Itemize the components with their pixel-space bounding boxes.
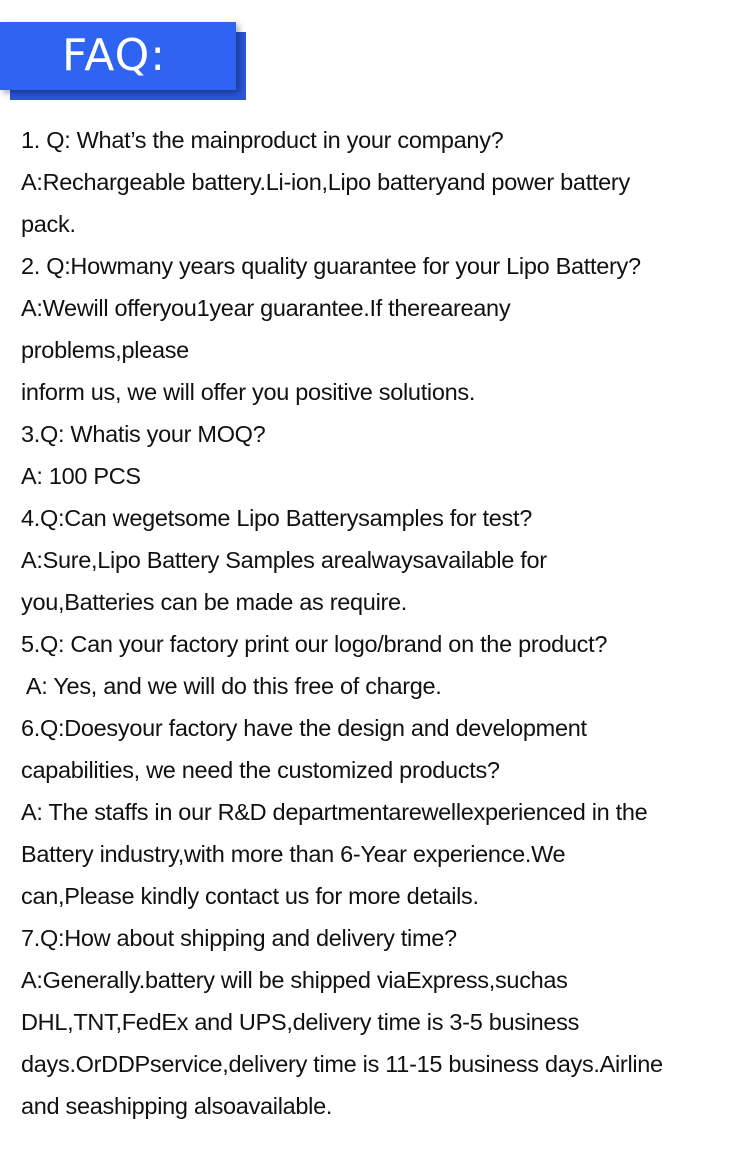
faq-line: A:Generally.battery will be shipped viaExpress,suchas <box>21 967 568 993</box>
faq-line: 3.Q: Whatis your MOQ? <box>21 421 266 447</box>
faq-line: A: 100 PCS <box>21 463 141 489</box>
faq-line: 6.Q:Doesyour factory have the design and development <box>21 715 587 741</box>
faq-line: A: Yes, and we will do this free of charge. <box>21 673 442 699</box>
faq-banner <box>0 22 248 100</box>
faq-line: Battery industry,with more than 6-Year experience.We <box>21 841 566 867</box>
faq-line: problems,please <box>21 337 189 363</box>
faq-line: 4.Q:Can wegetsome Lipo Batterysamples for test? <box>21 505 532 531</box>
faq-line: A: The staffs in our R&D departmentarewellexperienced in the <box>21 799 648 825</box>
faq-line: you,Batteries can be made as require. <box>21 589 408 615</box>
faq-line: capabilities, we need the customized products? <box>21 757 500 783</box>
faq-line: A:Sure,Lipo Battery Samples arealwaysavailable for <box>21 547 547 573</box>
faq-line: DHL,TNT,FedEx and UPS,delivery time is 3-5 business <box>21 1009 580 1035</box>
faq-line: pack. <box>21 211 76 237</box>
faq-line: 7.Q:How about shipping and delivery time? <box>21 925 457 951</box>
faq-body <box>21 119 731 1127</box>
faq-line: 2. Q:Howmany years quality guarantee for your Lipo Battery? <box>21 253 641 279</box>
faq-line: can,Please kindly contact us for more details. <box>21 883 479 909</box>
faq-line: 1. Q: What’s the mainproduct in your company? <box>21 127 504 153</box>
faq-line: A:Wewill offeryou1year guarantee.If thereareany <box>21 295 511 321</box>
faq-line: inform us, we will offer you positive solutions. <box>21 379 476 405</box>
faq-line: A:Rechargeable battery.Li-ion,Lipo batteryand power battery <box>21 169 630 195</box>
faq-line: and seashipping alsoavailable. <box>21 1093 333 1119</box>
page-title: FAQ: <box>62 30 167 81</box>
faq-line: days.OrDDPservice,delivery time is 11-15 business days.Airline <box>21 1051 663 1077</box>
banner-box <box>0 22 236 90</box>
faq-line: 5.Q: Can your factory print our logo/brand on the product? <box>21 631 608 657</box>
